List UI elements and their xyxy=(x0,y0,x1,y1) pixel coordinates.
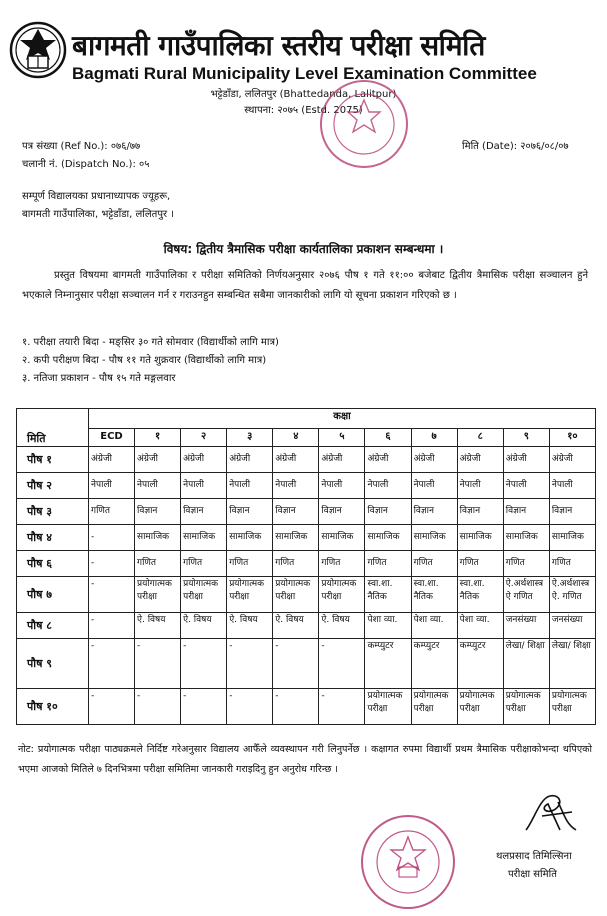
schedule-subject-cell: गणित xyxy=(135,551,181,577)
schedule-subject-cell: प्रयोगात्मक परीक्षा xyxy=(135,577,181,613)
schedule-subject-cell: सामाजिक xyxy=(273,525,319,551)
schedule-subject-cell: कम्प्युटर xyxy=(411,639,457,689)
letter-body: प्रस्तुत विषयमा बागमती गाउँपालिका र परीक्षा समितिको निर्णयअनुसार २०७६ पौष १ गते ११:०० बजेबाट द्वितीय त्रैमासिक परीक्षा सञ्चालन हुने भएकाले निम्नानुसार परीक्षा सञ्चालन गर्न र गराउनहुन सम्बन्धित सबैमा जानकारीको लागि यो सूचना प्रकाशन गरिएको छ । xyxy=(22,270,588,301)
schedule-subject-cell: गणित xyxy=(503,551,549,577)
schedule-row xyxy=(17,551,596,577)
schedule-subject-cell: नेपाली xyxy=(273,473,319,499)
signatory-organization: परीक्षा समिति xyxy=(508,869,557,880)
schedule-subject-cell: सामाजिक xyxy=(549,525,595,551)
schedule-subject-cell: स्वा.शा. नैतिक xyxy=(457,577,503,613)
schedule-subject-cell: - xyxy=(89,689,135,725)
schedule-subject-cell: ऐ.अर्थशास्त्र ऐ. गणित xyxy=(549,577,595,613)
schedule-subject-cell: नेपाली xyxy=(135,473,181,499)
official-stamp-bottom xyxy=(358,812,458,912)
signature xyxy=(520,790,580,838)
schedule-subject-cell: अंग्रेजी xyxy=(411,447,457,473)
schedule-subject-cell: विज्ञान xyxy=(365,499,411,525)
schedule-subject-cell: - xyxy=(181,689,227,725)
schedule-subject-cell: विज्ञान xyxy=(457,499,503,525)
schedule-subject-cell: - xyxy=(181,639,227,689)
schedule-subject-cell: नेपाली xyxy=(181,473,227,499)
schedule-subject-cell: विज्ञान xyxy=(181,499,227,525)
schedule-subject-cell: सामाजिक xyxy=(503,525,549,551)
schedule-subject-cell: गणित xyxy=(549,551,595,577)
schedule-subject-cell: प्रयोगात्मक परीक्षा xyxy=(273,577,319,613)
schedule-subject-cell: नेपाली xyxy=(549,473,595,499)
grade-header: ४ xyxy=(273,429,319,447)
schedule-subject-cell: विज्ञान xyxy=(411,499,457,525)
schedule-subject-cell: नेपाली xyxy=(365,473,411,499)
schedule-subject-cell: - xyxy=(319,689,365,725)
schedule-subject-cell: सामाजिक xyxy=(227,525,273,551)
footnote: नोट: प्रयोगात्मक परीक्षा पाठ्यक्रमले निर्दिष्ट गरेअनुसार विद्यालय आफैँले व्यवस्थापन गरी लिनुपर्नेछ । कक्षागत रुपमा विद्यार्थी प्रथम त्रैमासिक परीक्षाकोभन्दा थपिएको भएमा आजको मितिले ७ दिनभित्रमा परीक्षा समितिमा जानकारी गराइदिनु हुन अनुरोध गरिन्छ । xyxy=(18,744,592,775)
schedule-subject-cell: पेशा व्या. xyxy=(457,613,503,639)
schedule-subject-cell: - xyxy=(89,613,135,639)
grade-header: ६ xyxy=(365,429,411,447)
schedule-row xyxy=(17,639,596,689)
schedule-subject-cell: गणित xyxy=(365,551,411,577)
schedule-subject-cell: अंग्रेजी xyxy=(227,447,273,473)
grade-header: १० xyxy=(549,429,595,447)
schedule-subject-cell: गणित xyxy=(227,551,273,577)
grade-group-header: कक्षा xyxy=(89,409,596,429)
schedule-subject-cell: नेपाली xyxy=(227,473,273,499)
schedule-date: पौष १० xyxy=(17,689,89,725)
schedule-subject-cell: - xyxy=(319,639,365,689)
schedule-date: पौष ३ xyxy=(17,499,89,525)
schedule-subject-cell: - xyxy=(89,639,135,689)
municipality-logo xyxy=(8,20,68,80)
grade-header: ८ xyxy=(457,429,503,447)
schedule-row xyxy=(17,613,596,639)
schedule-subject-cell: ऐ. विषय xyxy=(135,613,181,639)
schedule-subject-cell: ऐ. विषय xyxy=(319,613,365,639)
schedule-subject-cell: विज्ञान xyxy=(135,499,181,525)
schedule-subject-cell: ऐ. विषय xyxy=(227,613,273,639)
committee-title-english: Bagmati Rural Municipality Level Examination Committee xyxy=(72,64,537,83)
exam-schedule-table xyxy=(16,408,596,725)
date-column-header: मिति xyxy=(17,409,89,447)
schedule-subject-cell: नेपाली xyxy=(319,473,365,499)
grade-header: ३ xyxy=(227,429,273,447)
schedule-subject-cell: ऐ.अर्थशास्त्र ऐ गणित xyxy=(503,577,549,613)
grade-header: ९ xyxy=(503,429,549,447)
schedule-date: पौष ८ xyxy=(17,613,89,639)
signatory-name: थलप्रसाद तिमिल्सिना xyxy=(496,851,572,862)
schedule-date: पौष १ xyxy=(17,447,89,473)
grade-header: ECD xyxy=(89,429,135,447)
schedule-subject-cell: गणित xyxy=(319,551,365,577)
schedule-subject-cell: विज्ञान xyxy=(503,499,549,525)
schedule-subject-cell: विज्ञान xyxy=(319,499,365,525)
schedule-subject-cell: ऐ. विषय xyxy=(273,613,319,639)
dispatch-number: चलानी नं. (Dispatch No.): ०५ xyxy=(22,159,150,170)
schedule-subject-cell: स्वा.शा. नैतिक xyxy=(411,577,457,613)
schedule-subject-cell: विज्ञान xyxy=(273,499,319,525)
schedule-subject-cell: सामाजिक xyxy=(319,525,365,551)
schedule-subject-cell: गणित xyxy=(457,551,503,577)
point-3: ३. नतिजा प्रकाशन - पौष १५ गते मङ्गलवार xyxy=(22,373,176,384)
schedule-subject-cell: - xyxy=(273,639,319,689)
schedule-subject-cell: प्रयोगात्मक परीक्षा xyxy=(457,689,503,725)
schedule-subject-cell: लेखा/ शिक्षा xyxy=(503,639,549,689)
schedule-subject-cell: अंग्रेजी xyxy=(457,447,503,473)
schedule-date: पौष ६ xyxy=(17,551,89,577)
letter-subject: विषय: द्वितीय त्रैमासिक परीक्षा कार्यतालिका प्रकाशन सम्बन्धमा । xyxy=(163,242,444,256)
schedule-subject-cell: विज्ञान xyxy=(227,499,273,525)
point-2: २. कपी परीक्षण बिदा - पौष ११ गते शुक्रवार (विद्यार्थीको लागि मात्र) xyxy=(22,355,267,366)
schedule-row xyxy=(17,473,596,499)
schedule-subject-cell: सामाजिक xyxy=(181,525,227,551)
schedule-subject-cell: प्रयोगात्मक परीक्षा xyxy=(503,689,549,725)
schedule-subject-cell: अंग्रेजी xyxy=(503,447,549,473)
schedule-subject-cell: अंग्रेजी xyxy=(135,447,181,473)
schedule-subject-cell: नेपाली xyxy=(457,473,503,499)
schedule-subject-cell: - xyxy=(135,689,181,725)
schedule-subject-cell: नेपाली xyxy=(503,473,549,499)
schedule-subject-cell: गणित xyxy=(411,551,457,577)
schedule-date: पौष ९ xyxy=(17,639,89,689)
recipient-line-1: सम्पूर्ण विद्यालयका प्रधानाध्यापक ज्यूहरू, xyxy=(22,191,171,202)
schedule-subject-cell: जनसंख्या xyxy=(503,613,549,639)
schedule-subject-cell: - xyxy=(135,639,181,689)
schedule-subject-cell: अंग्रेजी xyxy=(181,447,227,473)
schedule-subject-cell: सामाजिक xyxy=(457,525,503,551)
grade-header: २ xyxy=(181,429,227,447)
schedule-subject-cell: - xyxy=(273,689,319,725)
schedule-subject-cell: नेपाली xyxy=(411,473,457,499)
official-stamp xyxy=(318,78,410,170)
grade-header: १ xyxy=(135,429,181,447)
schedule-subject-cell: स्वा.शा. नैतिक xyxy=(365,577,411,613)
schedule-subject-cell: गणित xyxy=(273,551,319,577)
schedule-row xyxy=(17,525,596,551)
recipient-line-2: बागमती गाउँपालिका, भट्टेडाँडा, ललितपुर । xyxy=(22,209,175,220)
schedule-subject-cell: प्रयोगात्मक परीक्षा xyxy=(549,689,595,725)
schedule-subject-cell: गणित xyxy=(181,551,227,577)
schedule-subject-cell: - xyxy=(89,525,135,551)
schedule-subject-cell: सामाजिक xyxy=(411,525,457,551)
schedule-row xyxy=(17,447,596,473)
schedule-subject-cell: - xyxy=(89,577,135,613)
schedule-subject-cell: पेशा व्या. xyxy=(411,613,457,639)
committee-established: स्थापना: २०७५ (Estd. 2075) xyxy=(244,105,363,116)
schedule-subject-cell: कम्प्युटर xyxy=(457,639,503,689)
schedule-subject-cell: पेशा व्या. xyxy=(365,613,411,639)
schedule-row xyxy=(17,577,596,613)
schedule-subject-cell: - xyxy=(227,639,273,689)
committee-title-nepali: बागमती गाउँपालिका स्तरीय परीक्षा समिति xyxy=(72,29,485,62)
schedule-subject-cell: नेपाली xyxy=(89,473,135,499)
schedule-date: पौष ७ xyxy=(17,577,89,613)
schedule-subject-cell: जनसंख्या xyxy=(549,613,595,639)
grade-header: ५ xyxy=(319,429,365,447)
committee-address: भट्टेडाँडा, ललितपुर (Bhattedanda, Lalitpur) xyxy=(210,89,397,100)
schedule-subject-cell: प्रयोगात्मक परीक्षा xyxy=(181,577,227,613)
schedule-subject-cell: लेखा/ शिक्षा xyxy=(549,639,595,689)
schedule-subject-cell: - xyxy=(89,551,135,577)
grade-header: ७ xyxy=(411,429,457,447)
schedule-subject-cell: विज्ञान xyxy=(549,499,595,525)
schedule-date: पौष २ xyxy=(17,473,89,499)
schedule-date: पौष ४ xyxy=(17,525,89,551)
schedule-subject-cell: अंग्रेजी xyxy=(365,447,411,473)
schedule-row xyxy=(17,499,596,525)
schedule-subject-cell: अंग्रेजी xyxy=(319,447,365,473)
schedule-subject-cell: अंग्रेजी xyxy=(273,447,319,473)
schedule-subject-cell: सामाजिक xyxy=(365,525,411,551)
schedule-subject-cell: - xyxy=(227,689,273,725)
schedule-subject-cell: प्रयोगात्मक परीक्षा xyxy=(411,689,457,725)
schedule-subject-cell: गणित xyxy=(89,499,135,525)
reference-number: पत्र संख्या (Ref No.): ०७६/७७ xyxy=(22,141,141,152)
schedule-subject-cell: कम्प्युटर xyxy=(365,639,411,689)
schedule-subject-cell: प्रयोगात्मक परीक्षा xyxy=(227,577,273,613)
schedule-row xyxy=(17,689,596,725)
letter-date: मिति (Date): २०७६/०८/०७ xyxy=(462,141,569,152)
schedule-subject-cell: सामाजिक xyxy=(135,525,181,551)
schedule-subject-cell: प्रयोगात्मक परीक्षा xyxy=(365,689,411,725)
schedule-subject-cell: अंग्रेजी xyxy=(549,447,595,473)
schedule-subject-cell: प्रयोगात्मक परीक्षा xyxy=(319,577,365,613)
schedule-subject-cell: ऐ. विषय xyxy=(181,613,227,639)
schedule-subject-cell: अंग्रेजी xyxy=(89,447,135,473)
point-1: १. परीक्षा तयारी बिदा - मङ्सिर ३० गते सोमवार (विद्यार्थीको लागि मात्र) xyxy=(22,337,279,348)
